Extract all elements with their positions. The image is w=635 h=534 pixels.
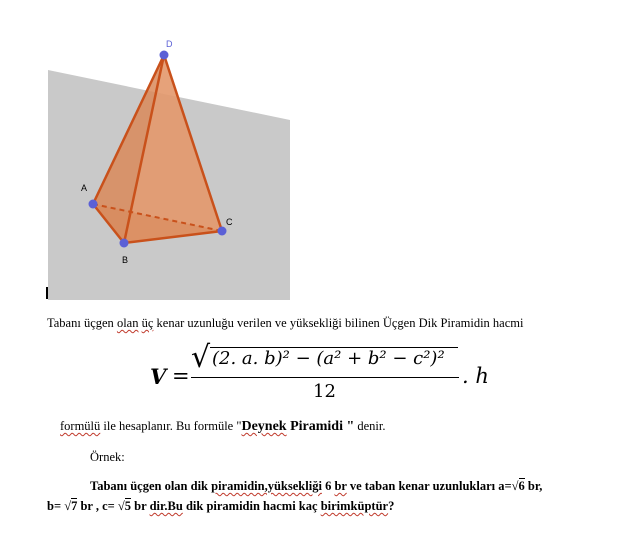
sqrt-b: √7 [64, 499, 78, 513]
problem-b: b= [47, 499, 65, 513]
formula-radicand: (2. a. b)² − (a² + b² − c²)² [212, 348, 445, 369]
problem-height-value: 6 [321, 479, 335, 493]
problem-edges-intro: ve taban kenar uzunlukları a= [346, 479, 512, 493]
sqrt-sign: √ [191, 340, 211, 375]
problem-start: Tabanı üçgen olan dik [90, 479, 212, 493]
problem-piramidin: piramidin,yüksekliği [211, 479, 322, 493]
intro-part: Tabanı üçgen [47, 316, 117, 330]
vertex-c [218, 227, 227, 236]
explain-mid: ile hesaplanır. Bu formüle " [100, 419, 242, 433]
label-a: A [81, 183, 88, 193]
text-cursor [46, 287, 48, 299]
formula-lhs: V [150, 364, 167, 389]
radicand-a: 6 [518, 479, 525, 493]
fraction-bar [191, 377, 459, 378]
explain-end: denir. [354, 419, 386, 433]
label-c: C [226, 217, 233, 227]
explain-formulu: formülü [60, 419, 101, 433]
formula-equals: = [172, 364, 190, 388]
pyramid-name [241, 419, 354, 434]
sqrt-c: √5 [117, 499, 132, 513]
example-label: Örnek: [90, 450, 125, 464]
problem-unit: br [334, 479, 347, 493]
vertex-a [89, 200, 98, 209]
intro-olan: olan [116, 316, 139, 330]
intro-text [47, 316, 523, 331]
pyramid-name-first: Deynek [241, 419, 287, 434]
problem-dir: dir.Bu [149, 499, 183, 513]
problem-question: dik piramidin hacmi kaç [182, 499, 321, 513]
intro-rest: kenar uzunluğu verilen ve yüksekliği bilinen Üçgen Dik Piramidin hacmi [153, 316, 524, 330]
problem-unit-2: br [131, 499, 150, 513]
pyramid-figure [0, 0, 300, 305]
problem-line1-end: br, [524, 479, 543, 493]
vertex-d [160, 51, 169, 60]
formula-height: . h [462, 364, 489, 388]
formula-denominator: 12 [313, 381, 336, 402]
sqrt-a: √6 [511, 479, 525, 493]
pyramid-name-rest: Piramidi " [286, 419, 355, 434]
label-d: D [166, 39, 173, 49]
problem-c: br , c= [77, 499, 118, 513]
volume-formula [150, 340, 490, 405]
vertex-b [120, 239, 129, 248]
problem-birimkuptur: birimküptür [320, 499, 389, 513]
label-b: B [122, 255, 129, 265]
problem-qmark: ? [388, 499, 395, 513]
radicand-c: 5 [124, 499, 132, 513]
problem-line-2 [47, 499, 394, 514]
formula-explanation [60, 419, 386, 435]
problem-line-1 [90, 479, 542, 494]
radicand-b: 7 [71, 499, 78, 513]
intro-uc: üç [141, 316, 154, 330]
